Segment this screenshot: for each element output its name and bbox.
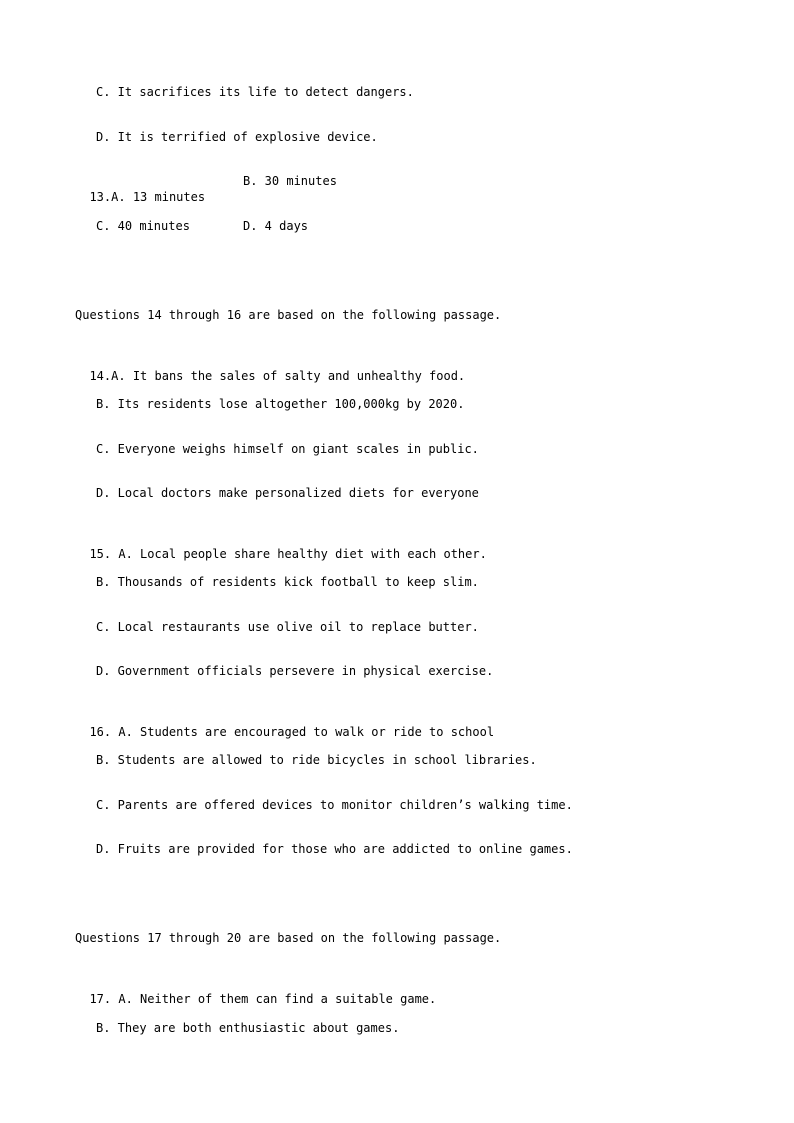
q13-option-b: B. 30 minutes (243, 174, 337, 188)
q17-option-a: A. Neither of them can find a suitable game. (118, 992, 437, 1006)
q15-option-a-row (75, 530, 487, 562)
q15-option-c: C. Local restaurants use olive oil to replace butter. (96, 620, 479, 634)
q14-number: 14. (89, 369, 112, 383)
q14-option-d: D. Local doctors make personalized diets for everyone (96, 486, 479, 500)
section-heading-17-20: Questions 17 through 20 are based on the following passage. (75, 931, 502, 945)
q13-option-a: A. 13 minutes (111, 190, 206, 204)
q13-number: 13. (89, 190, 112, 204)
q16-option-d: D. Fruits are provided for those who are addicted to online games. (96, 842, 573, 856)
q13-option-d: D. 4 days (243, 219, 309, 233)
q15-number: 15. (89, 547, 119, 561)
q16-number: 16. (89, 725, 119, 739)
q12-option-c: C. It sacrifices its life to detect dangers. (96, 85, 414, 99)
q16-option-c: C. Parents are offered devices to monitor children’s walking time. (96, 798, 573, 812)
q16-option-a-row (75, 708, 494, 740)
q17-option-a-row (75, 975, 436, 1007)
q13-option-c: C. 40 minutes (96, 219, 190, 233)
q13-row-1 (75, 173, 205, 205)
q17-number: 17. (89, 992, 119, 1006)
q15-option-d: D. Government officials persevere in physical exercise. (96, 664, 494, 678)
q16-option-a: A. Students are encouraged to walk or ride to school (118, 725, 495, 739)
q17-option-b: B. They are both enthusiastic about games. (96, 1021, 400, 1035)
q14-option-a-row (75, 352, 465, 384)
q16-option-b: B. Students are allowed to ride bicycles in school libraries. (96, 753, 537, 767)
q14-option-c: C. Everyone weighs himself on giant scales in public. (96, 442, 479, 456)
q12-option-d: D. It is terrified of explosive device. (96, 130, 378, 144)
q15-option-a: A. Local people share healthy diet with each other. (118, 547, 487, 561)
q15-option-b: B. Thousands of residents kick football to keep slim. (96, 575, 479, 589)
section-heading-14-16: Questions 14 through 16 are based on the following passage. (75, 308, 502, 322)
q14-option-b: B. Its residents lose altogether 100,000kg by 2020. (96, 397, 465, 411)
q14-option-a: A. It bans the sales of salty and unhealthy food. (111, 369, 466, 383)
